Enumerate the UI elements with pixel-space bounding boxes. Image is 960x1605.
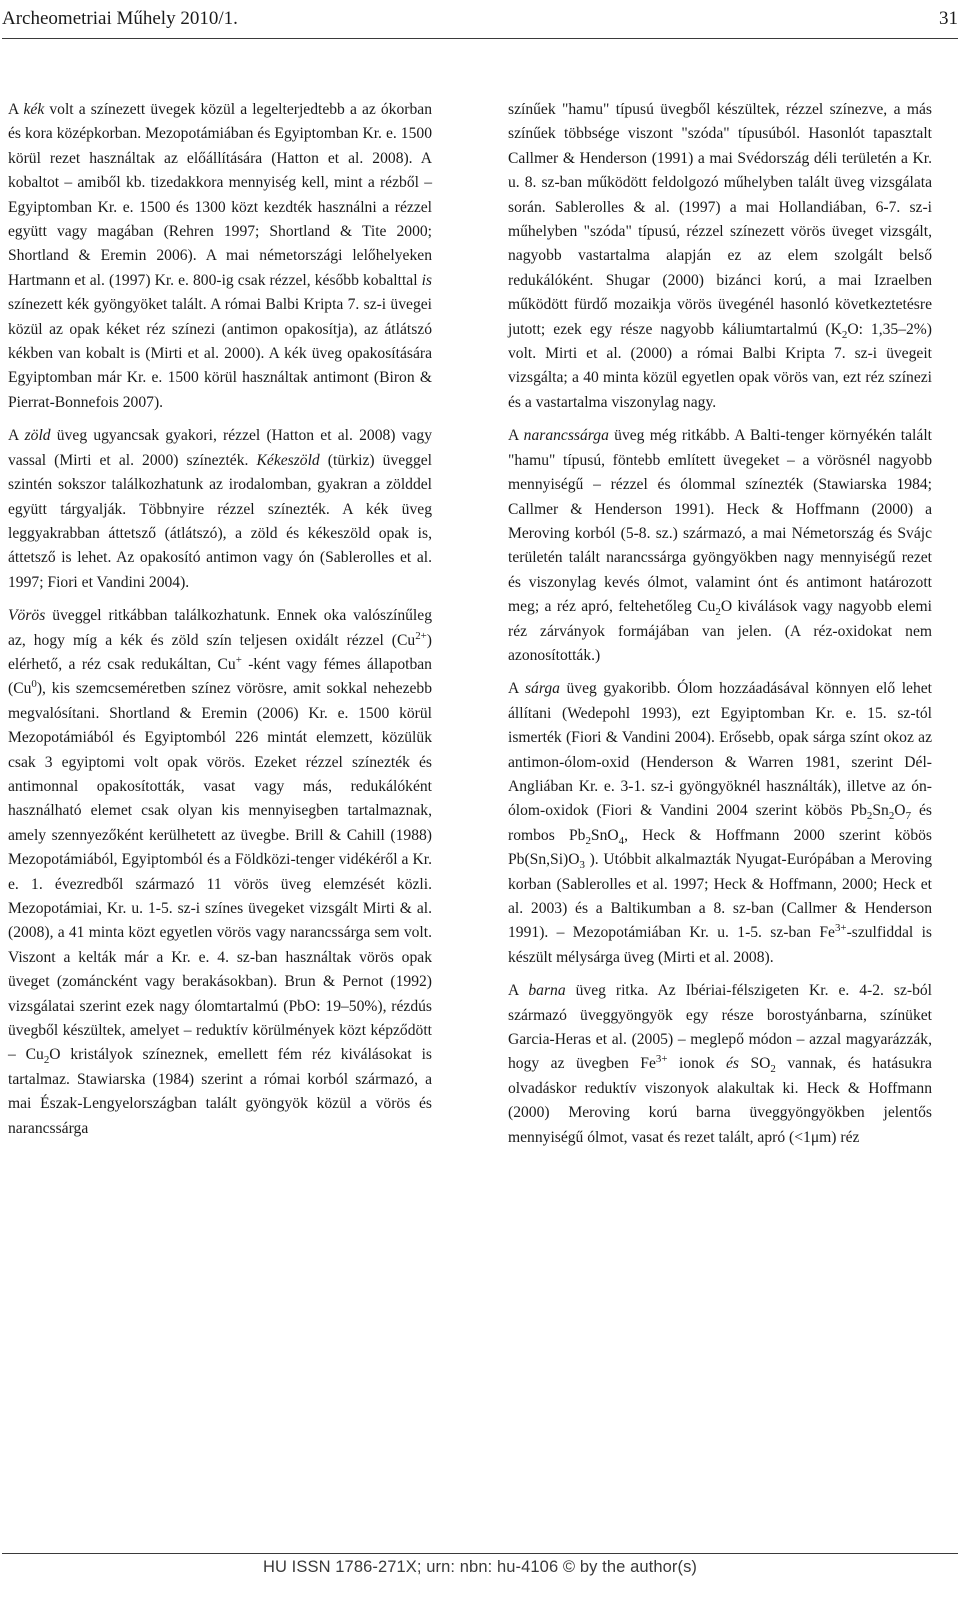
text-run: barna bbox=[528, 982, 566, 1000]
text-run: kék bbox=[23, 101, 45, 118]
paragraph-voros-continued bbox=[508, 98, 932, 415]
text-run: 0 bbox=[31, 678, 37, 691]
text-run: 2 bbox=[715, 606, 721, 619]
text-run: O: 1,35–2%) volt. Mirti et al. (2000) a római Balbi Kripta 7. sz-i üvegeit vizsgálta; a 40 minta közül egyetlen opak vörös van, ezt réz színezi és a vastartalma viszonylag nagy. bbox=[508, 320, 932, 411]
journal-title: Archeometriai Műhely 2010/1. bbox=[2, 8, 238, 29]
page-footer bbox=[2, 1553, 958, 1577]
text-run: SnO bbox=[590, 826, 619, 844]
text-run: A bbox=[508, 427, 524, 445]
text-run: 2 bbox=[43, 1054, 50, 1067]
text-run: + bbox=[235, 653, 242, 666]
text-run: színezett kék gyöngyöket talált. A római Balbi Kripta 7. sz-i üvegei közül az opak kéket réz színezi (antimon opakosítja), az átlátszó kékben van kobalt is (Mirti et al. 2000). A kék üveg opakosítására Egyiptomban már Kr. e. 1500 körül használtak antimont (Biron & Pierrat-Bonnefois 2007). bbox=[8, 296, 432, 411]
text-run: 2 bbox=[841, 328, 848, 341]
footer-issn: HU ISSN 1786-271X; urn: nbn: hu-4106 © by the author(s) bbox=[262, 1558, 698, 1576]
text-run: A bbox=[8, 427, 25, 445]
text-run: üveg ugyancsak gyakori, rézzel (Hatton et al. 2008) vagy vassal (Mirti et al. 2000) színezték. bbox=[8, 427, 432, 469]
paragraph-barna bbox=[508, 979, 932, 1150]
text-run: üveg még ritkább. A Balti-tenger környékén talált "hamu" típusú, föntebb említett üvegeket – a vörösnél nagyobb mennyiségű – rézzel és ólommal színezték (Stawiarska 1984; Callmer & Henderson 1991). Heck & Hoffmann (2000) a Meroving korból (5-8. sz.) származó, a mai Németország és Svájc területén talált narancssárga gyöngyökben nagy mennyiségű rezet és viszonylag kevés ólmot, valamint ónt és antimont határozott meg; a réz apró, feltehetőleg Cu bbox=[508, 427, 932, 616]
text-run: O bbox=[894, 802, 906, 820]
paragraph-voros bbox=[8, 604, 432, 1141]
text-run: ) elérhető, a réz csak redukáltan, Cu bbox=[8, 631, 432, 673]
text-run: zöld bbox=[24, 427, 51, 445]
page-header bbox=[2, 0, 958, 39]
text-run: színűek "hamu" típusú üvegből készültek, rézzel színezve, a más színűek többsége viszont "szóda" típusúból. Hasonlót tapasztalt Callmer & Henderson (1991) a mai Svédország déli területén a Kr. u. 8. sz-ban működött feldolgozó műhelyben talált üveg vizsgálata során. Sablerolles & al. (1997) a mai Hollandiában, 6-7. sz-i műhelyben "szóda" típusú, rézzel színezett vörös üveget vizsgált, nagyobb vastartalma alapján ez az elem szolgált belső redukálóként. Shugar (2000) bizánci korú, a mai Izraelben működött fürdő mozaikja vörös üvegénél hasonló következtetésre jutott; ezek egy része nagyobb káliumtartalmú (K bbox=[508, 101, 932, 338]
text-run: ). Utóbbit alkalmazták Nyugat-Európában a Meroving korban (Sablerolles et al. 1997; Heck & Hoffmann, 2000; Heck et al. 2003) és a Baltikumban a 8. sz-ban (Callmer & Henderson 1991). – Mezopotámiában Kr. u. 1-5. sz-ban Fe bbox=[508, 851, 932, 942]
text-run: sárga bbox=[524, 680, 560, 698]
text-run: Vörös bbox=[8, 607, 46, 625]
text-run: vannak, és hatásukra olvadáskor reduktív viszonyok alakultak ki. Heck & Hoffmann (2000) Meroving korú barna üveggyöngyökben jelentős mennyiségű ólmot, vasat és rezet talált, apró (<1μm) réz bbox=[508, 1055, 932, 1146]
text-run: és bbox=[726, 1055, 739, 1073]
paragraph-narancssarga bbox=[508, 424, 932, 668]
text-run: 3 bbox=[579, 859, 585, 872]
text-run: 2 bbox=[888, 810, 895, 823]
right-column bbox=[508, 98, 932, 1159]
text-run: Sn bbox=[872, 802, 889, 820]
paragraph-zold bbox=[8, 424, 432, 595]
text-run: 4 bbox=[618, 834, 625, 847]
text-run: Kékeszöld bbox=[256, 451, 320, 469]
text-run: O kiválások vagy nagyobb elemi réz zárványok formájában van jelen. (A réz-oxidokat nem azonosították.) bbox=[508, 598, 932, 664]
text-run: -szulfiddal is készült mélysárga üveg (Mirti et al. 2008). bbox=[508, 924, 932, 966]
text-run: 2 bbox=[585, 834, 591, 847]
text-run: 2 bbox=[770, 1063, 776, 1076]
text-run: üveg ritka. Az Ibériai-félszigeten Kr. e. 4-2. sz-ból származó üveggyöngyök egy része borostyánbarna, színüket Garcia-Heras et al. (2005) – meglepő módon – azzal magyarázzák, hogy az üvegben Fe bbox=[508, 982, 932, 1073]
text-run: 7 bbox=[905, 810, 912, 823]
text-run: 3+ bbox=[655, 1053, 668, 1066]
text-run: O kristályok színeznek, emellett fém réz kiválásokat is tartalmaz. Stawiarska (1984) szerint a római korból származó, a mai Észak-Lengyelországban talált gyöngyök közül a vörös és narancssárga bbox=[8, 1046, 432, 1137]
text-run: A bbox=[8, 101, 24, 118]
page-number: 31 bbox=[939, 8, 958, 29]
text-run: volt a színezett üvegek közül a legelterjedtebb a az ókorban és kora középkorban. Mezopotámiában és Egyiptomban Kr. e. 1500 körül rezet használtak az előállítására (Hatton et al. 2008). A kobaltot – amiből kb. tizedakkora mennyiség kell, mint a rézből – Egyiptomban Kr. e. 1500 és 1300 közt kezdték használni a rézzel együtt vagy magában (Rehren 1997; Shortland & Tite 2000; Shortland & Eremin 2006). A mai németországi lelőhelyeken Hartmann et al. (1997) Kr. e. 800-ig csak rézzel, később kobalttal bbox=[8, 101, 432, 289]
paragraph-kek bbox=[8, 98, 432, 415]
text-run: narancssárga bbox=[523, 427, 609, 445]
text-run: A bbox=[508, 680, 525, 698]
text-run: (türkiz) üveggel szintén sokszor találkozhatunk az irodalomban, gyakran a zölddel együtt tárgyalják. Többnyire rézzel színezték. A kék üveg leggyakrabban áttetsző (átlátszó), a zöld és kékeszöld opak is, áttetsző is lehet. Az opakosító antimon vagy ón (Sablerolles et al. 1997; Fiori et Vandini 2004). bbox=[8, 451, 432, 591]
text-run: ionok bbox=[667, 1055, 726, 1073]
text-run: SO bbox=[739, 1055, 771, 1073]
text-run: 3+ bbox=[834, 922, 847, 935]
text-run: ), kis szemcseméretben színez vörösre, amit sokkal nehezebb megvalósítani. Shortland & Eremin (2006) Kr. e. 1500 körül Mezopotámiából és Egyiptomból 226 mintát elemzett, közülük csak 3 egyiptomi volt opak vörös. Ezeket rézzel színezték és antimonnal opakosították, vasat vagy más, redukálóként használható elemet csak olyan kis mennyisegben tartalmaznak, amely szennyezőként kerülhetett az üvegbe. Brill & Cahill (1988) Mezopotámiából, Egyiptomból és a Földközi-tenger vidékéről a Kr. e. 1. évezredből származó 11 vörös üveg elemzését közli. Mezopotámiai, Kr. u. 1-5. sz-i színes üvegeket vizsgált Mirti & al. (2008), a 41 minta közt egyetlen vörös vagy narancssárga sem volt. Viszont a kelták már a Kr. e. 4. sz-ban használtak vörös opak üveget (zománcként vagy berakásokban). Brun & Pernot (1992) vizsgálatai szerint ezek nagy ólomtartalmú (PbO: 19–50%), rézdús üvegből készültek, amelyet – reduktív körülmények közt képződött – Cu bbox=[8, 680, 432, 1064]
paragraph-sarga bbox=[508, 677, 932, 970]
text-run: , Heck & Hoffmann 2000 szerint köbös Pb(Sn,Si)O bbox=[508, 826, 932, 869]
text-run: 2+ bbox=[415, 629, 427, 642]
left-column bbox=[8, 98, 432, 1150]
text-run: üveg gyakoribb. Ólom hozzáadásával könnyen elő lehet állítani (Wedepohl 1993), ezt Egyiptomban Kr. e. 15. sz-tól ismerték (Fiori & Vandini 2004). Erősebb, opak sárga színt okoz az antimon-ólom-oxid (Henderson & Warren 1981, szerint Dél-Angliában Kr. e. 3-1. sz-i gyöngyöknél használták), illetve az ón-ólom-oxidok (Fiori & Vandini 2004 szerint köbös Pb bbox=[508, 680, 932, 820]
text-run: és rombos Pb bbox=[508, 802, 933, 844]
text-run: üveggel ritkábban találkozhatunk. Ennek oka valószínűleg az, hogy míg a kék és zöld szín teljesen oxidált rézzel (Cu bbox=[8, 607, 432, 649]
text-run: A bbox=[508, 982, 529, 1000]
text-run: 2 bbox=[866, 810, 873, 823]
text-run: is bbox=[421, 271, 432, 289]
text-run: -ként vagy fémes állapotban (Cu bbox=[8, 655, 432, 698]
